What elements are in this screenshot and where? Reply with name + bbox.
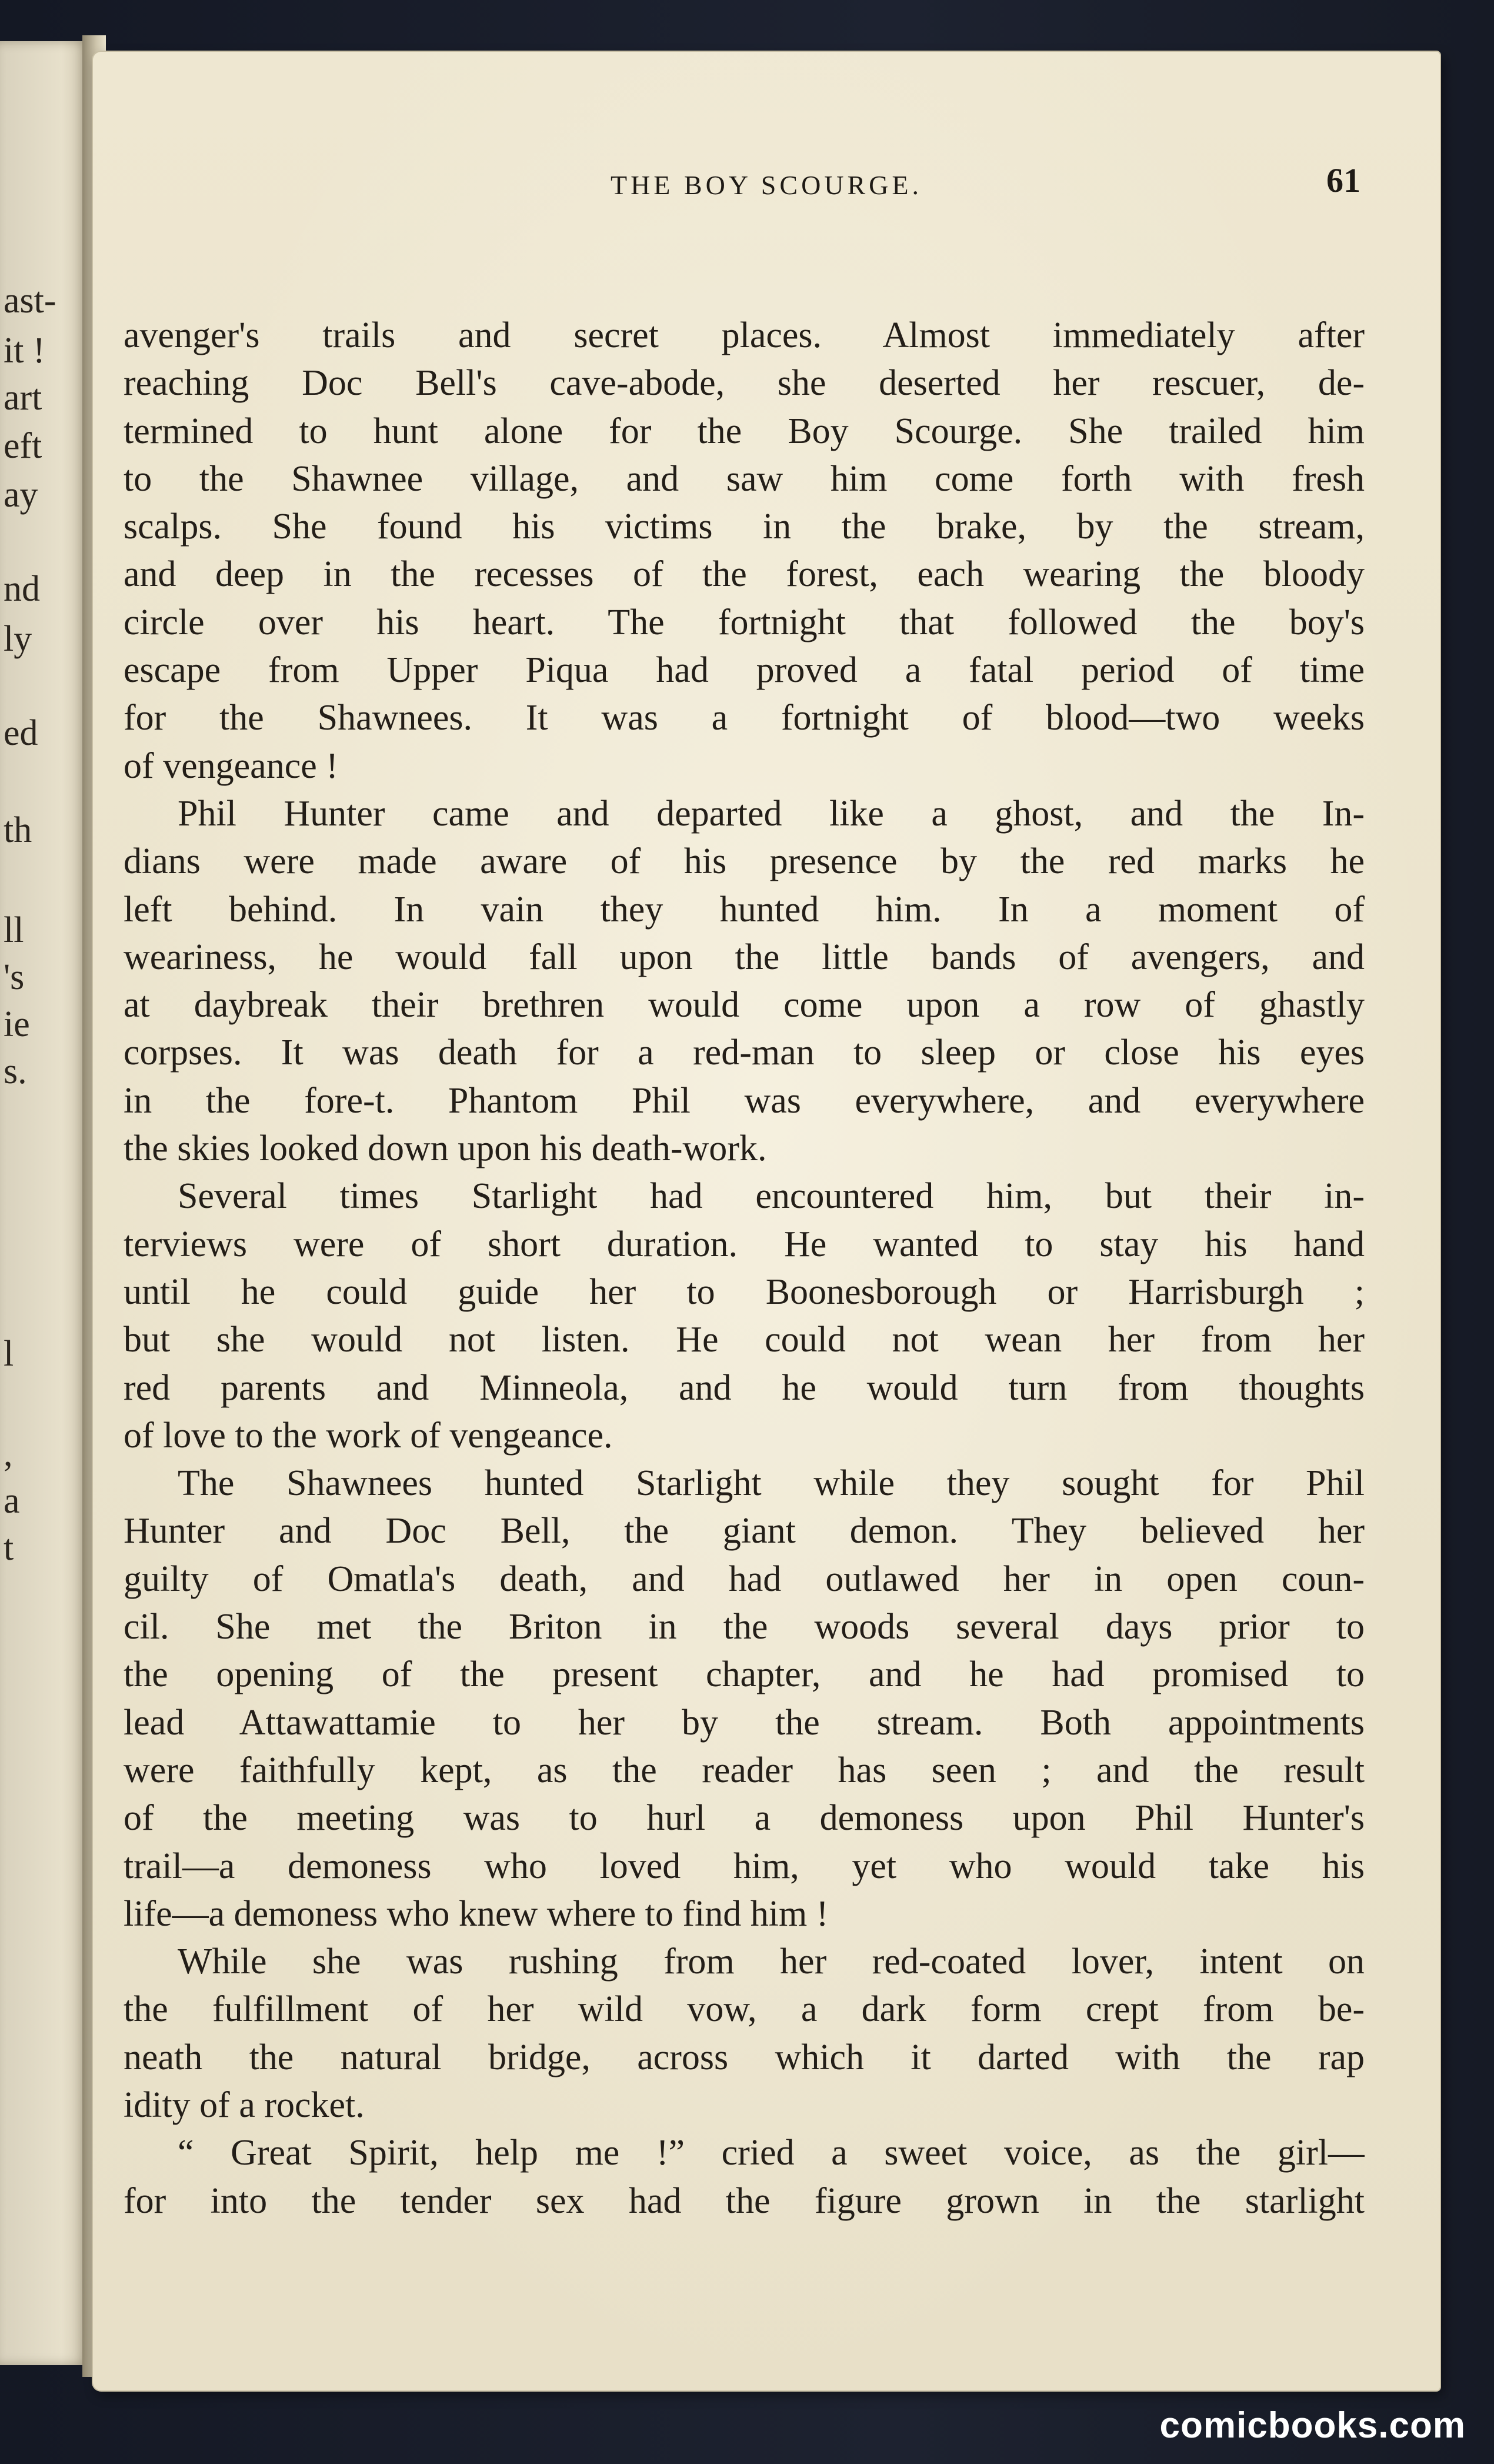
text-line: Hunter and Doc Bell, the giant demon. They believed her [124,1511,1365,1551]
left-fragment-text: 's [4,957,25,997]
text-line: While she was rushing from her red-coated lover, intent on [178,1942,1365,1982]
text-line: avenger's trails and secret places. Almost immediately after [124,315,1365,355]
book-page [93,52,1440,2390]
text-line: were faithfully kept, as the reader has seen ; and the result [124,1750,1365,1790]
facing-page-fragment [0,41,88,2365]
left-fragment-text: t [4,1528,14,1568]
site-watermark: comicbooks.com [1159,2405,1466,2446]
left-fragment-text: ll [4,910,24,950]
text-line: escape from Upper Piqua had proved a fatal period of time [124,650,1365,691]
left-fragment-text: it ! [4,331,45,371]
text-line: to the Shawnee village, and saw him come forth with fresh [124,458,1365,499]
text-line: Several times Starlight had encountered him, but their in- [178,1176,1365,1217]
text-line: red parents and Minneola, and he would turn from thoughts [124,1367,1365,1408]
text-line: the skies looked down upon his death-work. [124,1128,767,1169]
text-line: of the meeting was to hurl a demoness upon Phil Hunter's [124,1798,1365,1839]
text-line: the opening of the present chapter, and he had promised to [124,1654,1365,1695]
text-line: termined to hunt alone for the Boy Scourge. She trailed him [124,411,1365,451]
left-fragment-text: ed [4,713,38,753]
text-line: idity of a rocket. [124,2085,365,2125]
left-fragment-text: l [4,1334,14,1374]
text-line: life—a demoness who knew where to find him ! [124,1893,829,1934]
running-head: THE BOY SCOURGE. [610,170,923,200]
left-fragment-text: th [4,810,32,850]
text-line: trail—a demoness who loved him, yet who would take his [124,1846,1365,1886]
text-line: lead Attawattamie to her by the stream. Both appointments [124,1702,1365,1743]
text-line: weariness, he would fall upon the little bands of avengers, and [124,937,1365,977]
text-line: in the fore-t. Phantom Phil was everywhere, and everywhere [124,1080,1365,1121]
left-fragment-text: nd [4,569,40,609]
text-line: left behind. In vain they hunted him. In a moment of [124,889,1365,930]
left-fragment-text: s. [4,1051,27,1091]
left-fragment-text: art [4,378,42,418]
body-text [124,312,1365,2225]
text-line: neath the natural bridge, across which it darted with the rap [124,2037,1365,2077]
text-line: of vengeance ! [124,745,338,786]
text-line: and deep in the recesses of the forest, each wearing the bloody [124,554,1365,595]
text-line: at daybreak their brethren would come upon a row of ghastly [124,985,1365,1025]
text-line: terviews were of short duration. He wanted to stay his hand [124,1224,1365,1264]
text-line: for the Shawnees. It was a fortnight of blood—two weeks [124,698,1365,738]
left-fragment-text: eft [4,426,42,466]
left-fragment-text: ay [4,475,38,515]
text-line: of love to the work of vengeance. [124,1415,613,1456]
text-line: but she would not listen. He could not wean her from her [124,1320,1365,1360]
left-fragment-text: ast- [4,281,56,321]
text-line: corpses. It was death for a red-man to sleep or close his eyes [124,1033,1365,1073]
text-line: the fulfillment of her wild vow, a dark form crept from be- [124,1989,1365,2030]
text-line: “ Great Spirit, help me !” cried a sweet voice, as the girl— [178,2133,1365,2173]
text-line: cil. She met the Briton in the woods several days prior to [124,1607,1365,1647]
page-number: 61 [1326,161,1360,199]
left-fragment-text: ly [4,619,32,659]
text-line: reaching Doc Bell's cave-abode, she deserted her rescuer, de- [124,363,1365,404]
text-line: Phil Hunter came and departed like a ghost, and the In- [178,793,1365,834]
text-line: circle over his heart. The fortnight that followed the boy's [124,602,1365,642]
text-line: for into the tender sex had the figure grown in the starlight [124,2180,1365,2221]
text-line: until he could guide her to Boonesborough or Harrisburgh ; [124,1271,1365,1312]
text-line: scalps. She found his victims in the brake, by the stream, [124,507,1365,547]
text-line: The Shawnees hunted Starlight while they sought for Phil [178,1463,1365,1504]
text-line: dians were made aware of his presence by the red marks he [124,841,1365,882]
text-line: guilty of Omatla's death, and had outlawed her in open coun- [124,1559,1365,1599]
left-fragment-text: , [4,1434,13,1474]
left-fragment-text: a [4,1481,20,1521]
left-fragment-text: ie [4,1004,30,1044]
